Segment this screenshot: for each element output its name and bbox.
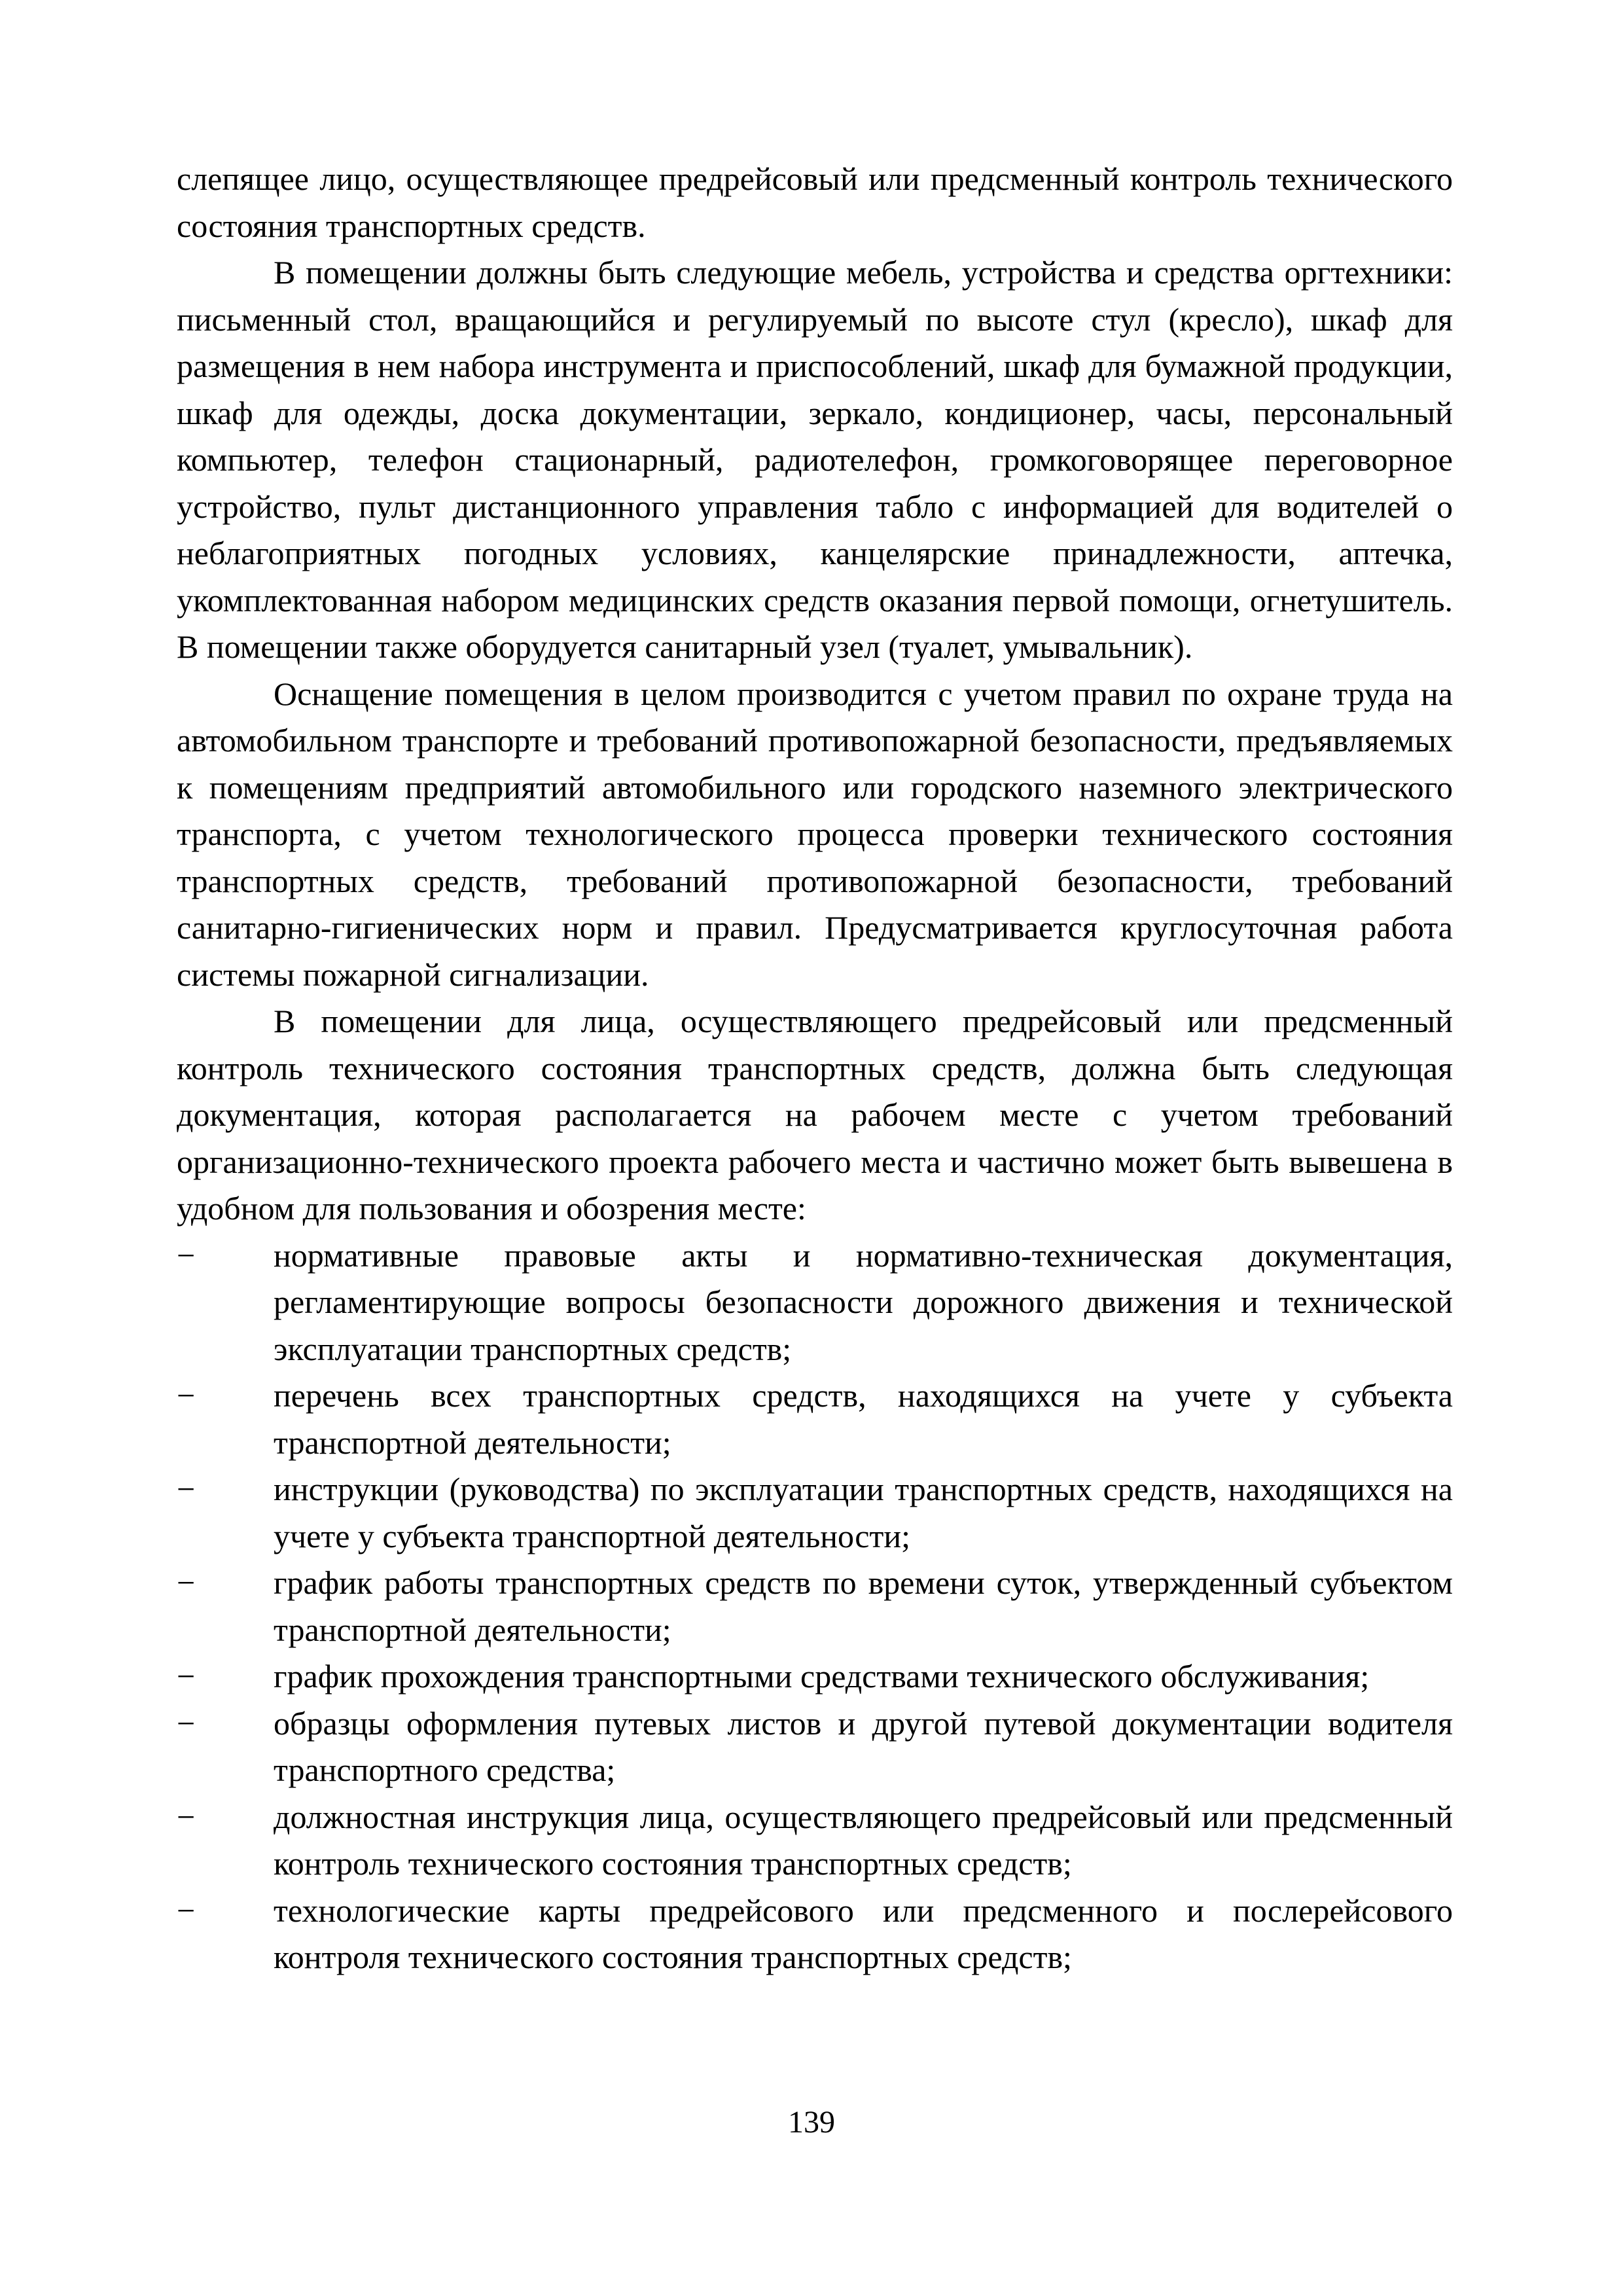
list-item-text: график прохождения транспортными средствами технического обслуживания; [274,1658,1370,1695]
paragraph-equipment: В помещении должны быть следующие мебель, устройства и средства оргтехники: письменный стол, вращающийся и регулируемый по высоте стул (кресло), шкаф для размещения в нем набора инструмента и приспособлений, шкаф для бумажной продукции, шкаф для одежды, доска документации, зеркало, кондиционер, часы, персональный компьютер, телефон стационарный, радиотелефон, громкоговорящее переговорное устройство, пульт дистанционного управления табло с информацией для водителей о неблагоприятных погодных условиях, канцелярские принадлежности, аптечка, укомплектованная набором медицинских средств оказания первой помощи, огнетушитель. В помещении также оборудуется санитарный узел (туалет, умывальник). [177,254,1453,665]
list-item-text: нормативные правовые акты и нормативно-техническая документация, регламентирующие вопросы безопасности дорожного движения и технической эксплуатации транспортных средств; [274,1236,1453,1367]
dash-bullet: − [177,1704,196,1742]
page-number: 139 [788,2105,835,2140]
dash-bullet: − [177,1236,196,1274]
list-item [177,1888,1453,1981]
list-item [177,1794,1453,1888]
list-item [177,1232,1453,1373]
list-item-text: образцы оформления путевых листов и другой путевой документации водителя транспортного средства; [274,1704,1453,1788]
page-body [177,156,1453,1981]
paragraph-documentation: В помещении для лица, осуществляющего предрейсовый или предсменный контроль технического состояния транспортных средств, должна быть следующая документация, которая располагается на рабочем месте с учетом требований организационно-технического проекта рабочего места и частично может быть вывешена в удобном для пользования и обозрения месте: [177,1003,1453,1227]
list-item-text: перечень всех транспортных средств, находящихся на учете у субъекта транспортной деятельности; [274,1377,1453,1461]
list-item-text: инструкции (руководства) по эксплуатации транспортных средств, находящихся на учете у субъекта транспортной деятельности; [274,1471,1453,1554]
dash-bullet: − [177,1377,196,1414]
paragraph-fitting: Оснащение помещения в целом производится с учетом правил по охране труда на автомобильном транспорте и требований противопожарной безопасности, предъявляемых к помещениям предприятий автомобильного или городского наземного электрического транспорта, с учетом технологического процесса проверки технического состояния транспортных средств, требований противопожарной безопасности, требований санитарно-гигиенических норм и правил. Предусматривается круглосуточная работа системы пожарной сигнализации. [177,675,1453,993]
list-item [177,1560,1453,1653]
list-item-text: график работы транспортных средств по времени суток, утвержденный субъектом транспортной деятельности; [274,1564,1453,1648]
dash-bullet: − [177,1798,196,1835]
list-item [177,1372,1453,1466]
dash-bullet: − [177,1892,196,1929]
dash-bullet: − [177,1471,196,1507]
list-item [177,1700,1453,1794]
list-item-text: технологические карты предрейсового или предсменного и послерейсового контроля технического состояния транспортных средств; [274,1892,1453,1975]
dash-bullet: − [177,1564,196,1601]
list-item [177,1466,1453,1560]
paragraph-continuation: слепящее лицо, осуществляющее предрейсовый или предсменный контроль технического состояния транспортных средств. [177,160,1453,244]
dash-bullet: − [177,1658,196,1695]
list-item [177,1653,1453,1700]
documentation-list [177,1232,1453,1981]
list-item-text: должностная инструкция лица, осуществляющего предрейсовый или предсменный контроль технического состояния транспортных средств; [274,1798,1453,1882]
